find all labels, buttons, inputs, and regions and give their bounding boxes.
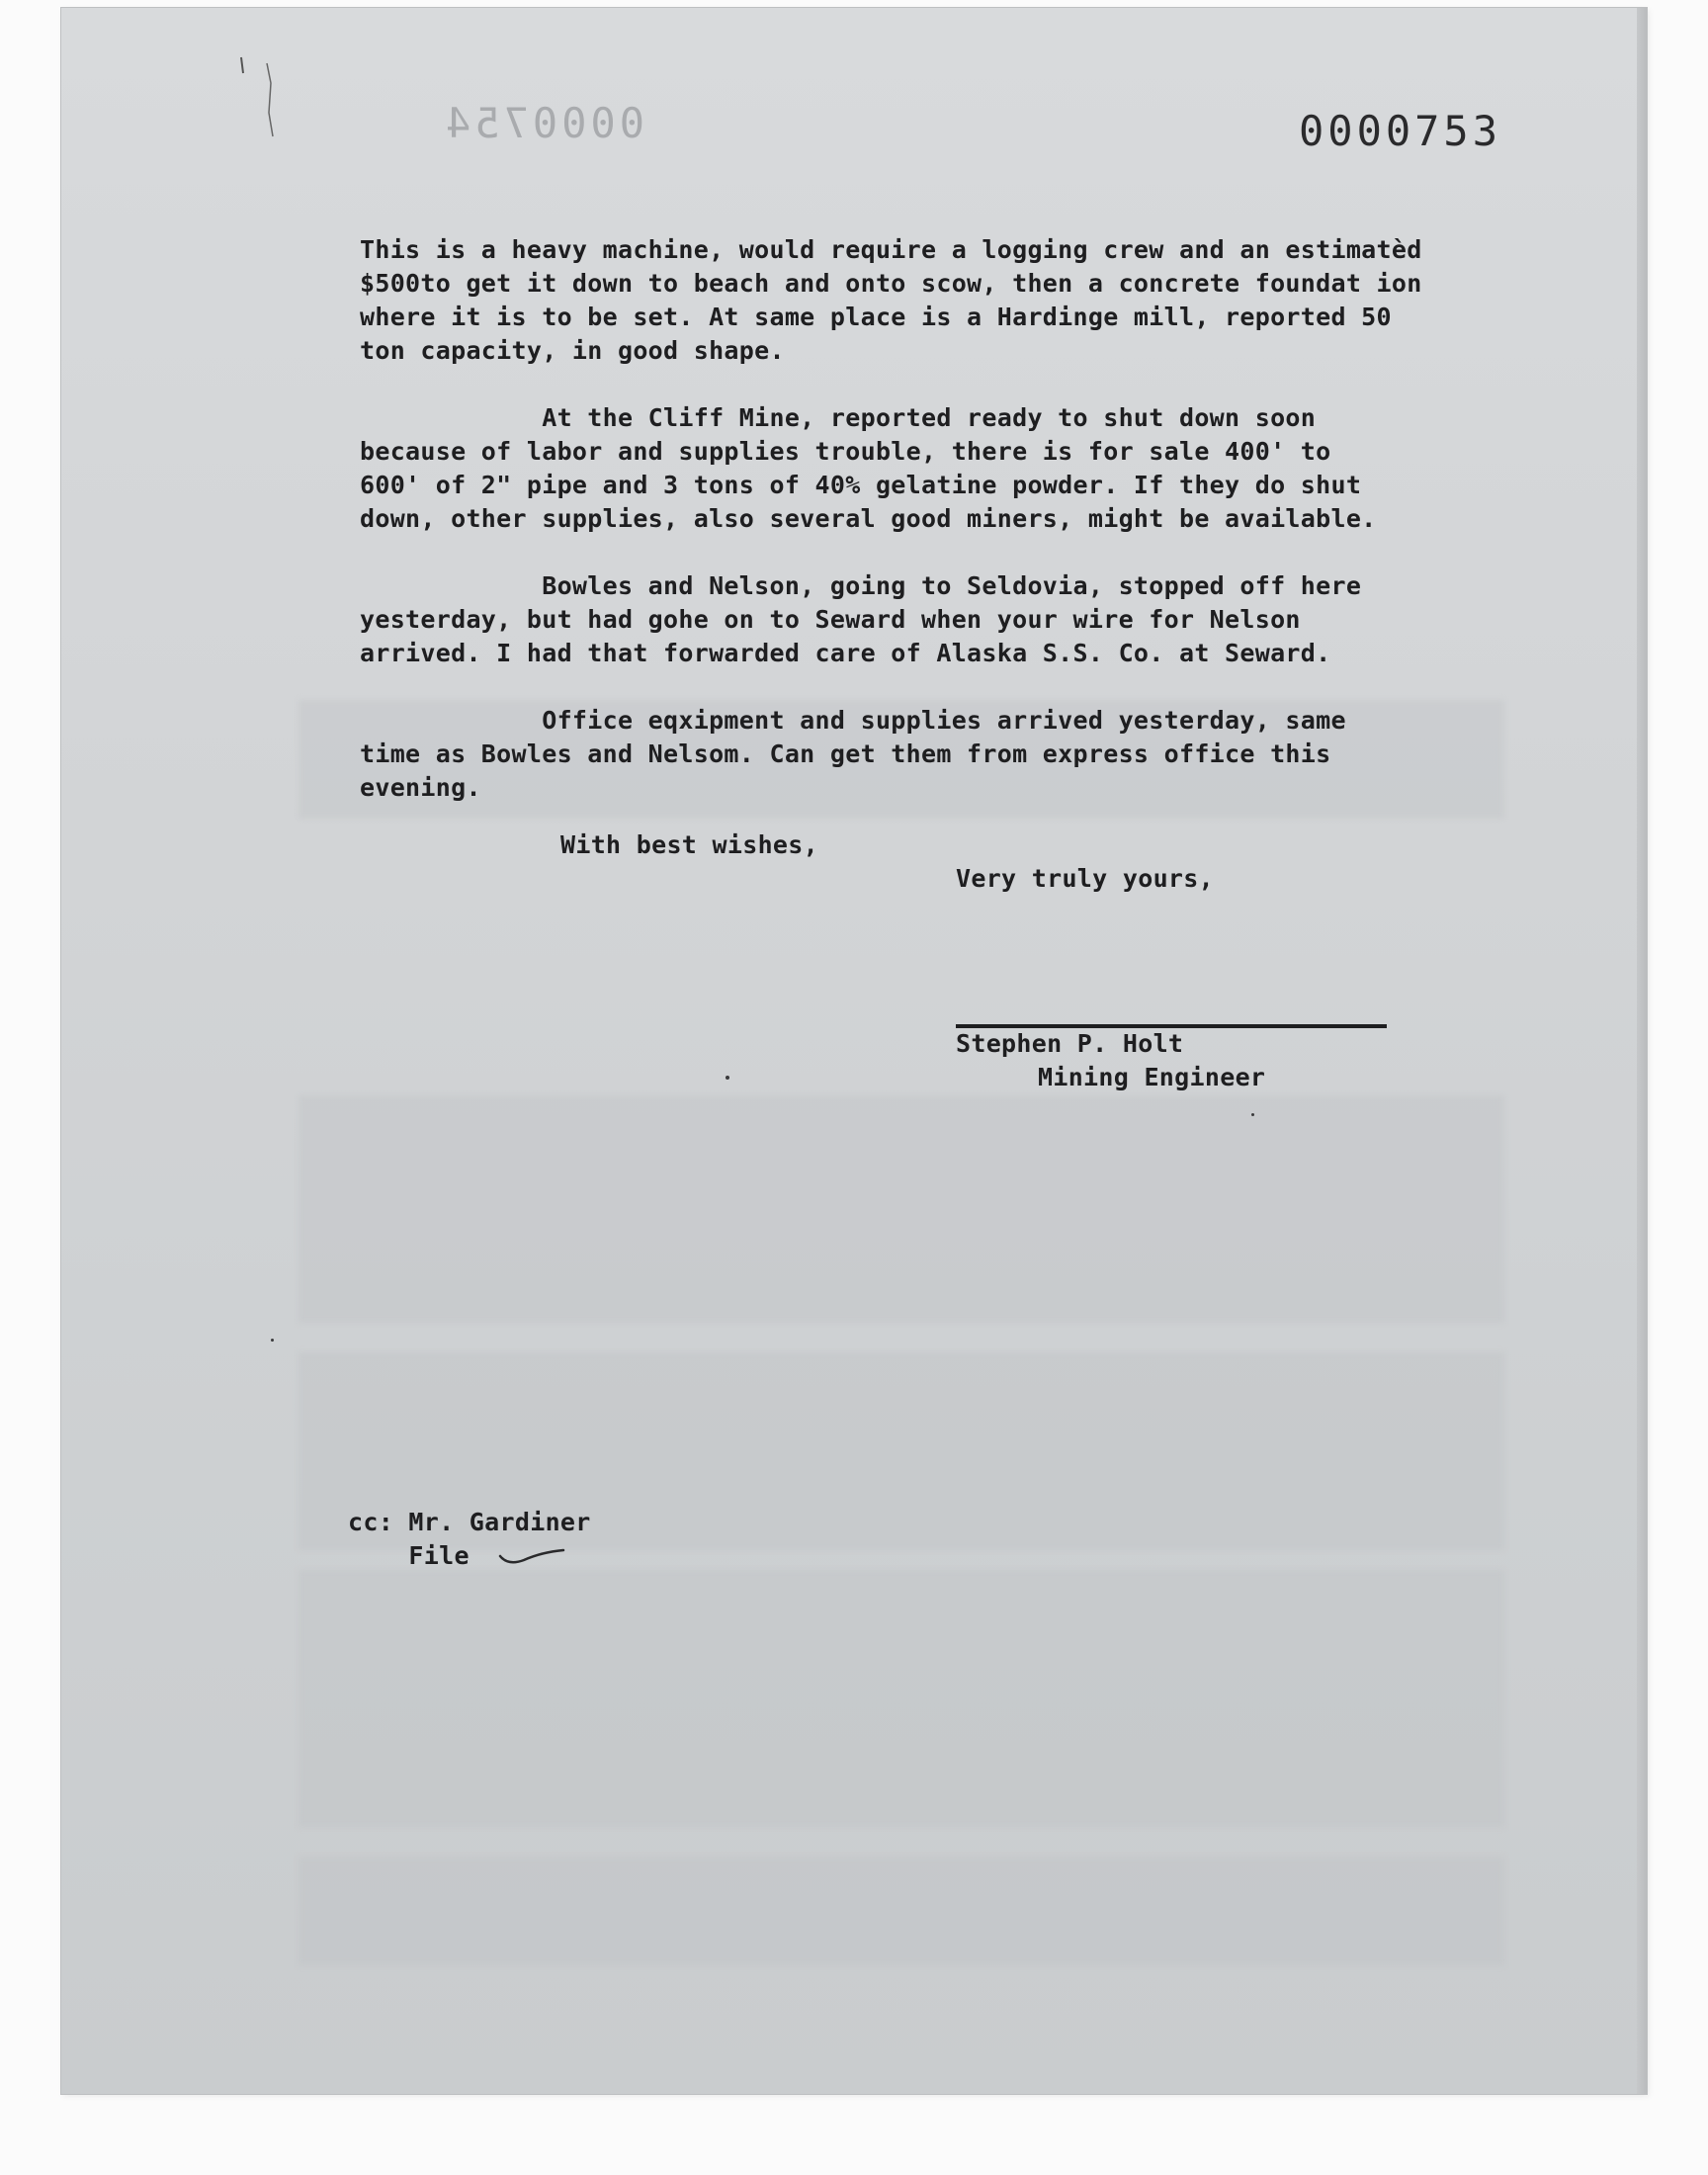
bleed-through-text [299, 1095, 1504, 1323]
cc-line: cc: Mr. Gardiner [348, 1508, 591, 1536]
paper-speck [271, 1339, 274, 1342]
cc-file: File [348, 1541, 470, 1570]
paper-speck [1251, 1113, 1254, 1116]
letter-sheet [61, 8, 1647, 2094]
bleed-through-text [299, 1857, 1504, 1965]
letter-body [360, 233, 1422, 838]
page-number: 0000753 [1299, 107, 1502, 155]
file-checkmark-icon [498, 1544, 567, 1568]
ghost-page-number: 0000754 [442, 99, 645, 147]
paragraph-machine: This is a heavy machine, would require a logging crew and an estimatèd $500to get it down to beach and onto scow, then a concrete foundat ion where it is to be set. At same place is a Hardinge mill, reported 50 ton capacity, in good shape. [360, 235, 1422, 365]
signer-name: Stephen P. Holt [956, 1029, 1184, 1058]
paragraph-office-equipment: Office eqxipment and supplies arrived yesterday, same time as Bowles and Nelsom. Can get them from express office this evening. [360, 706, 1346, 802]
paper-speck [726, 1076, 729, 1080]
bleed-through-text [299, 1570, 1504, 1827]
signer-title: Mining Engineer [1038, 1063, 1266, 1091]
margin-marks [237, 53, 285, 142]
paragraph-bowles-nelson: Bowles and Nelson, going to Seldovia, stopped off here yesterday, but had gohe on to Seward when your wire for Nelson arrived. I had that forwarded care of Alaska S.S. Co. at Seward. [360, 571, 1362, 667]
paper-edge [1637, 8, 1647, 2094]
closing-wishes: With best wishes, [560, 830, 818, 859]
complimentary-close: Very truly yours, [956, 864, 1214, 893]
paragraph-cliff-mine: At the Cliff Mine, reported ready to shut down soon because of labor and supplies trouble, there is for sale 400' to 600' of 2" pipe and 3 tons of 40% gelatine powder. If they do shut down, other supplies, also several good miners, might be available. [360, 403, 1377, 533]
